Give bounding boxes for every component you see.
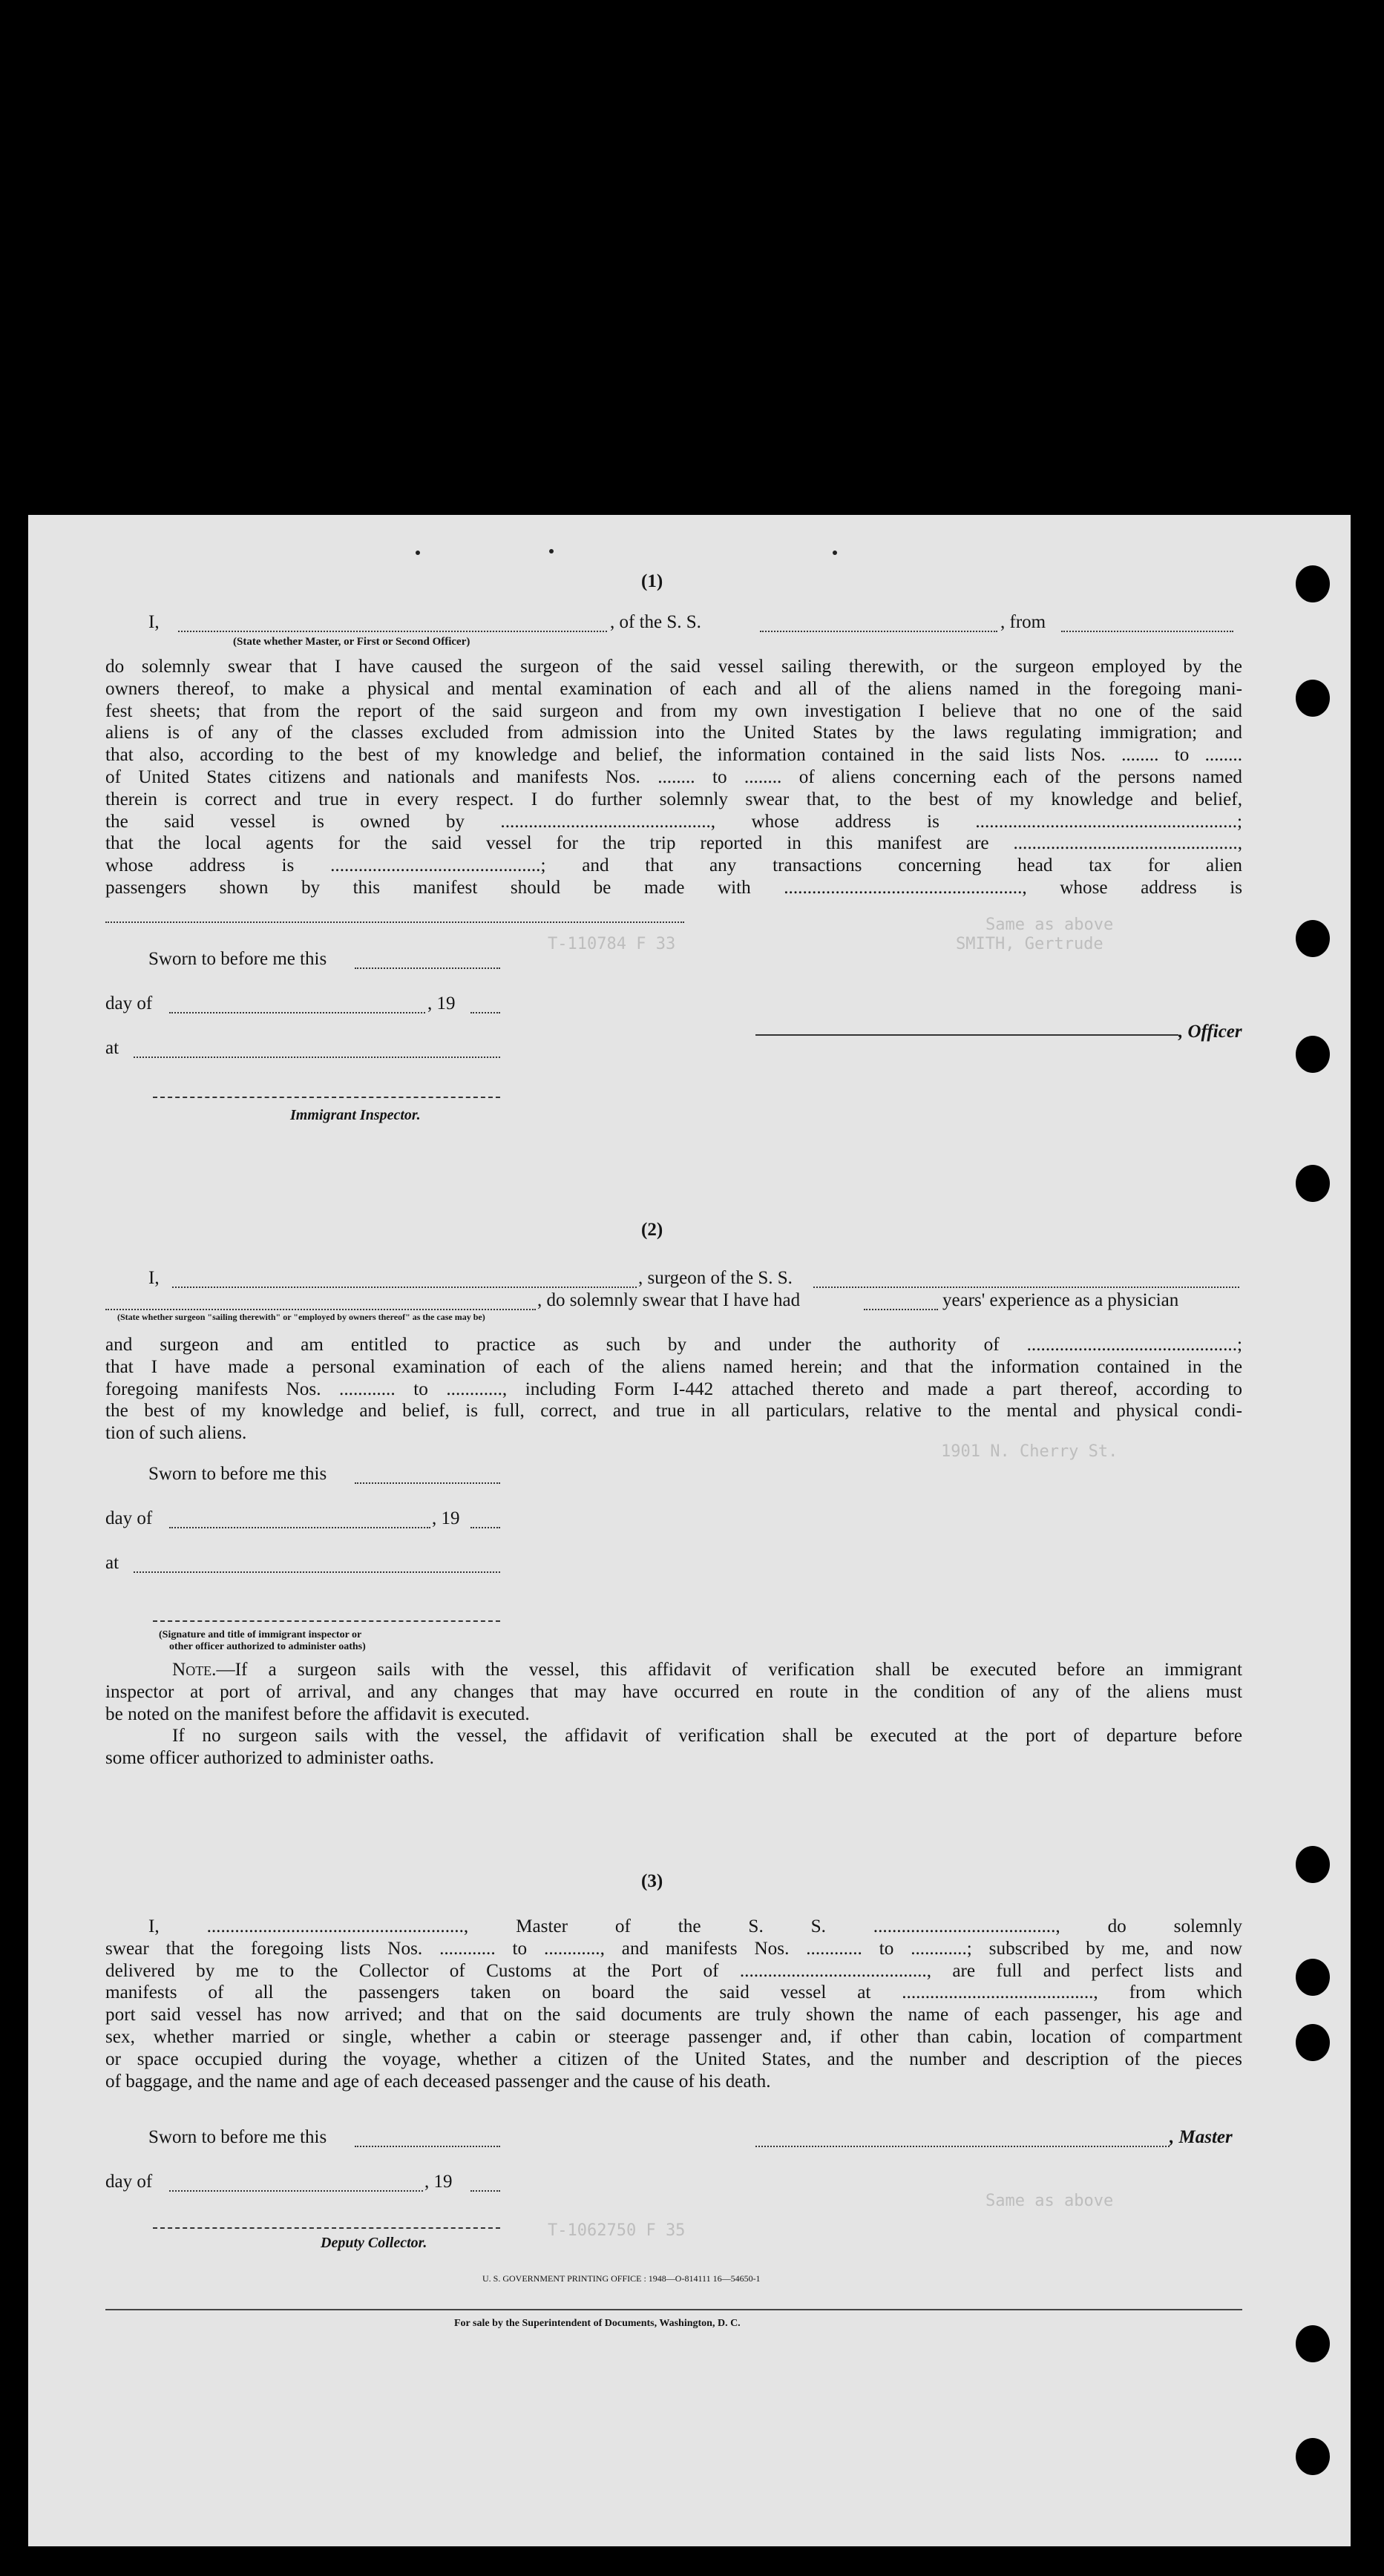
day-of-label: day of xyxy=(105,2172,153,2192)
surgeon-status-field[interactable] xyxy=(105,1294,536,1310)
paragraph-line: the best of my knowledge and belief, is full, correct, and true in all particulars, relative to the mental and physical condi- xyxy=(105,1401,1242,1422)
bleed-through-text: T-110784 F 33 xyxy=(548,935,676,953)
paragraph-line: whose address is .............................................; and that any transactions concerning head tax for alien xyxy=(105,855,1242,876)
form-page xyxy=(28,515,1351,2546)
punch-hole xyxy=(1296,1959,1330,1996)
paragraph-line: sex, whether married or single, whether a cabin or steerage passenger and, if other than cabin, location of compartment xyxy=(105,2026,1242,2047)
master-signature-field[interactable] xyxy=(755,2131,1170,2147)
section-3-paragraph xyxy=(105,1916,1242,2092)
bleed-through-text: Same as above xyxy=(985,916,1114,934)
at-location-field[interactable] xyxy=(134,1042,500,1058)
inspector-signature-line[interactable] xyxy=(153,1620,500,1622)
note-paragraph xyxy=(105,1659,1242,1770)
punch-hole xyxy=(1296,680,1330,717)
sworn-date-field[interactable] xyxy=(355,953,500,969)
punch-hole xyxy=(1296,565,1330,602)
paragraph-line: that I have made a personal examination of each of the aliens named herein; and that the information contained in the xyxy=(105,1356,1242,1377)
paragraph-line: that also, according to the best of my knowledge and belief, the information contained in the said lists Nos. ........ to ........ xyxy=(105,745,1242,766)
section-2-note: (State whether surgeon "sailing therewith" or "employed by owners thereof" as the case may be) xyxy=(117,1312,485,1322)
paragraph-line: manifests of all the passengers taken on board the said vessel at ........................................., from which xyxy=(105,1982,1242,2003)
note-line: inspector at port of arrival, and any changes that may have occurred en route in the condition of any of the aliens must xyxy=(105,1681,1242,1702)
at-label: at xyxy=(105,1038,119,1058)
section-1-number: (1) xyxy=(641,571,663,591)
bleed-through-text: SMITH, Gertrude xyxy=(956,935,1103,953)
section-2-years: years' experience as a physician xyxy=(942,1290,1179,1310)
at-location-field[interactable] xyxy=(134,1557,500,1573)
for-sale-line: For sale by the Superintendent of Documents, Washington, D. C. xyxy=(454,2318,741,2329)
paragraph-line: the said vessel is owned by ............................................., whose address is ........................................................; xyxy=(105,811,1242,832)
punch-hole xyxy=(1296,1165,1330,1202)
surgeon-vessel-field[interactable] xyxy=(813,1272,1239,1288)
day-of-label: day of xyxy=(105,1508,153,1528)
speck-mark xyxy=(416,551,420,555)
day-of-label: day of xyxy=(105,993,153,1013)
note-line: some officer authorized to administer oaths. xyxy=(105,1748,434,1769)
day-of-field[interactable] xyxy=(169,2175,423,2192)
year-label: , 19 xyxy=(427,993,456,1013)
punch-hole xyxy=(1296,2024,1330,2061)
vessel-name-field[interactable] xyxy=(760,616,997,632)
paragraph-line: and surgeon and am entitled to practice as such by and under the authority of .............................................; xyxy=(105,1335,1242,1355)
signature-note-2: other officer authorized to administer oaths) xyxy=(169,1641,366,1652)
section-1-paragraph xyxy=(105,656,1242,899)
note-text: —If a surgeon sails with the vessel, this affidavit of verification shall be executed before an immigrant xyxy=(216,1660,1242,1680)
sworn-label: Sworn to before me this xyxy=(148,2127,327,2147)
section-3-number: (3) xyxy=(641,1871,663,1891)
deputy-signature-line[interactable] xyxy=(153,2227,500,2229)
year-field[interactable] xyxy=(470,1512,500,1528)
paragraph-line: tion of such aliens. xyxy=(105,1423,247,1444)
note-line xyxy=(105,1659,1242,1681)
sworn-date-field[interactable] xyxy=(355,2131,500,2147)
bleed-through-text: 1901 N. Cherry St. xyxy=(941,1442,1118,1461)
paragraph-line: foregoing manifests Nos. ............ to ............, including Form I-442 attached thereto and made a part thereof, according to xyxy=(105,1379,1242,1399)
section-1-from: , from xyxy=(1000,612,1046,632)
inspector-label: Immigrant Inspector. xyxy=(290,1107,421,1123)
section-1-note: (State whether Master, or First or Second Officer) xyxy=(233,636,470,648)
punch-hole xyxy=(1296,1036,1330,1073)
sworn-label: Sworn to before me this xyxy=(148,1464,327,1484)
at-label: at xyxy=(105,1553,119,1573)
paragraph-line: therein is correct and true in every respect. I do further solemnly swear that, to the best of my knowledge and belief, xyxy=(105,789,1242,809)
signature-note-1: (Signature and title of immigrant inspector or xyxy=(159,1629,362,1640)
section-1-i: I, xyxy=(148,612,160,632)
day-of-field[interactable] xyxy=(169,997,425,1013)
paragraph-line: port said vessel has now arrived; and that on the said documents are truly shown the name of each passenger, his age and xyxy=(105,2005,1242,2025)
punch-hole xyxy=(1296,920,1330,957)
agent-address-field[interactable] xyxy=(105,907,684,923)
sworn-label: Sworn to before me this xyxy=(148,949,327,969)
punch-hole xyxy=(1296,2325,1330,2362)
paragraph-line: of United States citizens and nationals and manifests Nos. ........ to ........ of aliens concerning each of the persons named xyxy=(105,766,1242,787)
speck-mark xyxy=(833,551,837,555)
paragraph-line: owners thereof, to make a physical and mental examination of each and all of the aliens named in the foregoing mani- xyxy=(105,678,1242,699)
bleed-through-text: Same as above xyxy=(985,2192,1114,2210)
paragraph-line: of baggage, and the name and age of each deceased passenger and the cause of his death. xyxy=(105,2071,771,2092)
note-line: If no surgeon sails with the vessel, the affidavit of verification shall be executed at the port of departure before xyxy=(172,1726,1242,1747)
deputy-label: Deputy Collector. xyxy=(321,2235,427,2251)
punch-hole xyxy=(1296,2438,1330,2475)
section-2-paragraph xyxy=(105,1334,1242,1445)
years-experience-field[interactable] xyxy=(864,1294,938,1310)
year-label: , 19 xyxy=(432,1508,460,1528)
inspector-signature-line[interactable] xyxy=(153,1097,500,1098)
officer-name-field[interactable] xyxy=(178,616,607,632)
master-label: , Master xyxy=(1170,2127,1233,2147)
section-2-swear: , do solemnly swear that I have had xyxy=(537,1290,801,1310)
printing-office-line: U. S. GOVERNMENT PRINTING OFFICE : 1948—O-814111 16—54650-1 xyxy=(482,2273,761,2284)
section-2-surgeon-ss: , surgeon of the S. S. xyxy=(638,1268,793,1288)
footer-rule xyxy=(105,2309,1242,2310)
paragraph-line: aliens is of any of the classes excluded from admission into the United States by the laws regulating immigration; and xyxy=(105,723,1242,743)
paragraph-line: delivered by me to the Collector of Customs at the Port of ........................................, are full and perfect lists and xyxy=(105,1960,1242,1981)
section-2-number: (2) xyxy=(641,1220,663,1240)
bleed-through-text: T-1062750 F 35 xyxy=(548,2221,686,2240)
punch-hole xyxy=(1296,1846,1330,1883)
officer-label: , Officer xyxy=(1178,1022,1242,1042)
paragraph-line: do solemnly swear that I have caused the surgeon of the said vessel sailing therewith, or the surgeon employed by the xyxy=(105,657,1242,677)
speck-mark xyxy=(549,549,554,553)
section-2-i: I, xyxy=(148,1268,160,1288)
paragraph-line: that the local agents for the said vessel for the trip reported in this manifest are ................................................, xyxy=(105,833,1242,854)
officer-signature-line[interactable] xyxy=(755,1034,1178,1036)
year-field[interactable] xyxy=(470,997,500,1013)
year-field[interactable] xyxy=(470,2175,500,2192)
note-line: be noted on the manifest before the affidavit is executed. xyxy=(105,1703,530,1724)
paragraph-line: or space occupied during the voyage, whether a citizen of the United States, and the number and description of the pieces xyxy=(105,2048,1242,2069)
paragraph-line: swear that the foregoing lists Nos. ............ to ............, and manifests Nos. ............ to ............; subscribed by me, and now xyxy=(105,1938,1242,1959)
surgeon-name-field[interactable] xyxy=(172,1272,637,1288)
sworn-date-field[interactable] xyxy=(355,1468,500,1484)
section-1-of-ss: , of the S. S. xyxy=(610,612,701,632)
paragraph-line: fest sheets; that from the report of the said surgeon and from my own investigation I believe that no one of the said xyxy=(105,700,1242,721)
paragraph-line: I, ......................................................., Master of the S. S. ......................................., do solemnly xyxy=(148,1916,1242,1936)
year-label: , 19 xyxy=(424,2172,453,2192)
paragraph-line: passengers shown by this manifest should be made with ..................................................., whose address is xyxy=(105,877,1242,898)
from-port-field[interactable] xyxy=(1061,616,1233,632)
note-label: Note. xyxy=(172,1660,217,1680)
day-of-field[interactable] xyxy=(169,1512,430,1528)
